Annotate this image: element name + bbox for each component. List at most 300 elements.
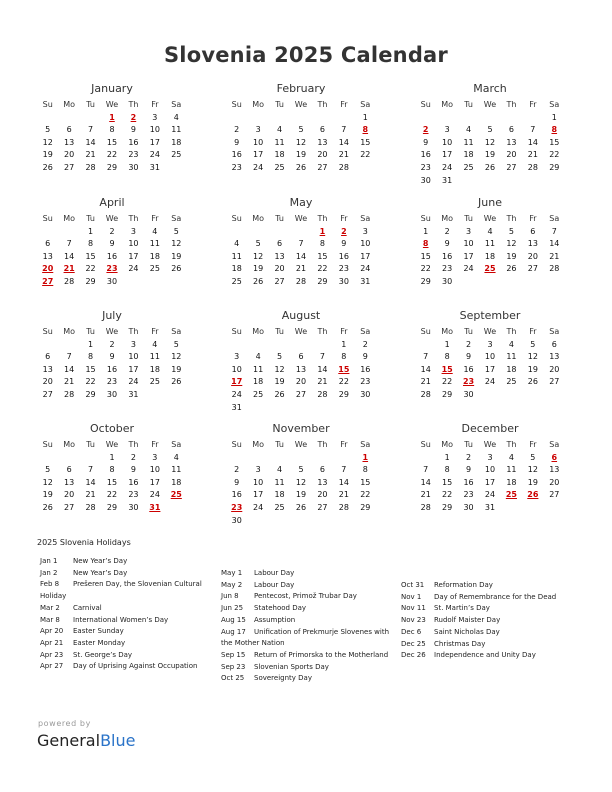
day-cell: 4 <box>508 452 514 462</box>
holiday-entry <box>40 579 215 602</box>
day-cell: 10 <box>253 137 264 147</box>
holiday-column <box>40 556 215 673</box>
day-cell: 5 <box>45 125 51 135</box>
day-cell: 3 <box>130 226 136 236</box>
day-cell: 24 <box>253 162 264 172</box>
empty-cell <box>415 339 436 352</box>
day-cell: 21 <box>527 150 538 160</box>
holiday-name: Statehood Day <box>254 604 307 613</box>
holiday-entry <box>40 615 215 627</box>
empty-cell <box>80 452 101 465</box>
day-cell: 29 <box>85 276 96 286</box>
holiday-name: Labour Day <box>254 569 295 577</box>
day-cell: 29 <box>85 389 96 399</box>
day-cell: 29 <box>442 389 453 399</box>
weekday-header: Tu <box>464 214 473 223</box>
day-cell: 31 <box>484 502 496 512</box>
day-cell: 30 <box>231 515 242 525</box>
day-cell: 15 <box>360 137 371 147</box>
weekday-header: Mo <box>252 100 265 109</box>
holiday-entry <box>401 615 576 627</box>
weekday-header: Su <box>42 100 53 109</box>
day-grid <box>226 213 376 289</box>
day-cell: 17 <box>128 251 139 261</box>
day-grid <box>37 99 187 175</box>
day-cell: 5 <box>173 339 179 349</box>
empty-cell <box>522 112 543 125</box>
day-cell: 5 <box>298 465 304 475</box>
day-cell: 8 <box>362 465 368 475</box>
weekday-header: We <box>105 327 119 336</box>
weekday-header: Tu <box>275 214 284 223</box>
day-cell: 19 <box>484 150 496 160</box>
weekday-header: Fr <box>529 327 537 336</box>
holiday-day-cell: 23 <box>106 264 118 274</box>
day-cell: 5 <box>45 465 51 475</box>
day-cell: 8 <box>444 465 450 475</box>
month-name: January <box>91 82 133 95</box>
day-grid <box>415 439 565 515</box>
weekday-header: Tu <box>464 100 473 109</box>
empty-cell <box>37 452 58 465</box>
day-cell: 7 <box>530 125 536 135</box>
day-grid <box>37 326 187 402</box>
day-cell: 16 <box>420 150 431 160</box>
empty-cell <box>290 226 311 239</box>
day-cell: 18 <box>149 364 160 374</box>
day-cell: 9 <box>423 137 429 147</box>
day-cell: 24 <box>463 264 474 274</box>
day-cell: 22 <box>360 150 371 160</box>
day-cell: 9 <box>466 352 472 362</box>
empty-cell <box>58 226 79 239</box>
holiday-date: Jan 2 <box>40 568 58 577</box>
day-grid <box>226 326 376 414</box>
weekday-header: We <box>105 214 119 223</box>
day-cell: 18 <box>253 377 264 387</box>
day-cell: 28 <box>420 389 431 399</box>
day-cell: 31 <box>360 276 371 286</box>
holiday-day-cell: 8 <box>362 125 369 135</box>
weekday-header: Fr <box>151 214 159 223</box>
day-cell: 29 <box>549 162 560 172</box>
empty-cell <box>333 112 354 125</box>
empty-cell <box>247 112 268 125</box>
day-cell: 7 <box>341 465 347 475</box>
weekday-header: Th <box>128 440 139 449</box>
holiday-date: Nov 23 <box>401 616 426 625</box>
holiday-day-cell: 25 <box>484 264 496 274</box>
holiday-date: Sep 15 <box>221 650 246 659</box>
month-name: October <box>89 422 135 435</box>
day-cell: 18 <box>231 264 242 274</box>
holiday-entry <box>401 627 576 639</box>
day-cell: 14 <box>64 251 75 261</box>
day-cell: 7 <box>66 239 72 249</box>
day-cell: 18 <box>149 251 160 261</box>
day-cell: 13 <box>42 364 53 374</box>
brand-general: General <box>37 731 101 750</box>
day-cell: 20 <box>295 377 307 387</box>
empty-cell <box>269 339 290 352</box>
weekday-header: Sa <box>360 100 371 109</box>
day-cell: 16 <box>231 490 242 500</box>
day-cell: 24 <box>128 377 139 387</box>
holiday-entry <box>221 580 396 592</box>
day-cell: 12 <box>253 251 264 261</box>
day-cell: 20 <box>274 264 285 274</box>
day-cell: 21 <box>85 150 96 160</box>
day-cell: 20 <box>42 377 53 387</box>
weekday-header: Th <box>128 214 139 223</box>
day-cell: 7 <box>66 352 72 362</box>
day-cell: 2 <box>466 339 472 349</box>
day-cell: 7 <box>341 125 347 135</box>
holiday-name: New Year’s Day <box>73 557 128 565</box>
holiday-date: Nov 11 <box>401 604 426 613</box>
holiday-entry <box>40 568 215 580</box>
holiday-day-cell: 8 <box>422 239 429 249</box>
weekday-header: Mo <box>441 100 454 109</box>
day-cell: 27 <box>317 162 328 172</box>
holiday-date: Oct 31 <box>401 581 425 589</box>
weekday-header: Th <box>506 100 517 109</box>
empty-cell <box>436 112 457 125</box>
holiday-day-cell: 2 <box>422 125 429 135</box>
weekday-header: Su <box>420 214 431 223</box>
day-cell: 2 <box>109 339 115 349</box>
weekday-header: Su <box>420 440 431 449</box>
month-name: May <box>289 196 313 209</box>
day-cell: 16 <box>128 477 139 487</box>
empty-cell <box>226 452 247 465</box>
day-cell: 9 <box>341 239 347 249</box>
day-grid <box>415 326 565 402</box>
day-cell: 17 <box>149 477 160 487</box>
day-cell: 22 <box>420 264 431 274</box>
day-cell: 8 <box>319 239 325 249</box>
day-cell: 6 <box>45 352 51 362</box>
day-cell: 11 <box>506 465 517 475</box>
weekday-header: Th <box>317 327 328 336</box>
day-cell: 5 <box>255 239 261 249</box>
day-cell: 18 <box>274 490 285 500</box>
day-cell: 30 <box>106 389 118 399</box>
day-cell: 30 <box>442 276 453 286</box>
empty-cell <box>226 226 247 239</box>
day-grid <box>226 439 376 527</box>
day-cell: 6 <box>298 352 304 362</box>
empty-cell <box>290 339 311 352</box>
day-cell: 1 <box>551 112 557 122</box>
weekday-header: Mo <box>441 214 454 223</box>
holiday-name: Slovenian Sports Day <box>254 662 329 671</box>
day-cell: 12 <box>295 137 307 147</box>
day-cell: 1 <box>88 339 94 349</box>
day-cell: 28 <box>317 389 328 399</box>
day-cell: 19 <box>42 150 53 160</box>
weekday-header: Tu <box>86 100 95 109</box>
day-cell: 15 <box>106 137 118 147</box>
day-cell: 4 <box>234 239 240 249</box>
weekday-header: Tu <box>275 327 284 336</box>
holiday-name: Labour Day <box>254 580 295 589</box>
holiday-day-cell: 8 <box>551 125 558 135</box>
day-cell: 24 <box>149 490 160 500</box>
holiday-entry <box>401 592 576 604</box>
weekday-header: Sa <box>360 327 371 336</box>
holiday-date: May 2 <box>221 580 243 589</box>
day-cell: 28 <box>64 276 75 286</box>
day-cell: 10 <box>149 125 160 135</box>
day-cell: 24 <box>128 264 139 274</box>
day-cell: 26 <box>295 502 307 512</box>
day-cell: 29 <box>106 162 118 172</box>
weekday-header: Fr <box>340 214 348 223</box>
empty-cell <box>312 339 333 352</box>
day-cell: 17 <box>442 150 453 160</box>
weekday-header: Th <box>506 440 517 449</box>
day-cell: 16 <box>463 477 474 487</box>
day-cell: 3 <box>466 226 472 236</box>
weekday-header: Tu <box>464 440 473 449</box>
day-cell: 8 <box>109 465 115 475</box>
empty-cell <box>247 339 268 352</box>
day-cell: 21 <box>338 150 349 160</box>
empty-cell <box>269 226 290 239</box>
day-cell: 9 <box>466 465 472 475</box>
day-cell: 26 <box>295 162 307 172</box>
day-cell: 15 <box>549 137 560 147</box>
holiday-entry <box>40 650 215 662</box>
day-cell: 15 <box>360 477 371 487</box>
day-cell: 22 <box>442 377 453 387</box>
day-cell: 13 <box>274 251 285 261</box>
day-cell: 12 <box>527 352 538 362</box>
holiday-entry <box>40 638 215 650</box>
day-cell: 29 <box>338 389 349 399</box>
holiday-day-cell: 31 <box>149 502 161 512</box>
holiday-date: Nov 1 <box>401 592 422 601</box>
month-july <box>37 309 187 402</box>
day-cell: 25 <box>149 377 160 387</box>
day-cell: 27 <box>549 490 560 500</box>
weekday-header: Su <box>231 214 242 223</box>
day-cell: 15 <box>420 251 431 261</box>
day-cell: 27 <box>64 162 75 172</box>
day-cell: 16 <box>106 364 118 374</box>
day-cell: 28 <box>295 276 307 286</box>
day-cell: 6 <box>319 125 325 135</box>
holiday-name: Assumption <box>254 615 296 624</box>
day-cell: 4 <box>508 339 514 349</box>
day-cell: 26 <box>484 162 496 172</box>
weekday-header: Su <box>42 440 53 449</box>
day-cell: 1 <box>88 226 94 236</box>
day-cell: 9 <box>234 477 240 487</box>
empty-cell <box>58 452 79 465</box>
day-cell: 11 <box>149 352 160 362</box>
day-cell: 3 <box>487 339 493 349</box>
day-cell: 18 <box>506 477 517 487</box>
weekday-header: Th <box>506 327 517 336</box>
day-cell: 5 <box>277 352 283 362</box>
day-cell: 17 <box>253 150 264 160</box>
day-cell: 25 <box>274 162 285 172</box>
holiday-day-cell: 21 <box>63 264 75 274</box>
weekday-header: Tu <box>464 327 473 336</box>
holiday-name: Prešeren Day, the Slovenian Cultural Holiday <box>40 580 202 601</box>
day-cell: 31 <box>149 162 160 172</box>
day-cell: 19 <box>295 490 307 500</box>
day-cell: 4 <box>487 226 493 236</box>
holiday-day-cell: 23 <box>231 502 243 512</box>
day-cell: 9 <box>130 465 136 475</box>
holiday-entry <box>221 662 396 674</box>
weekday-header: Mo <box>63 214 76 223</box>
holiday-day-cell: 20 <box>42 264 54 274</box>
day-cell: 8 <box>88 239 94 249</box>
day-cell: 11 <box>506 352 517 362</box>
day-cell: 30 <box>128 502 139 512</box>
weekday-header: Su <box>420 100 431 109</box>
day-cell: 23 <box>106 377 118 387</box>
day-cell: 1 <box>444 452 450 462</box>
holiday-day-cell: 1 <box>362 452 369 462</box>
holiday-name: Reformation Day <box>434 581 493 589</box>
day-cell: 10 <box>128 239 139 249</box>
weekday-header: Sa <box>171 440 182 449</box>
day-cell: 16 <box>128 137 139 147</box>
day-cell: 16 <box>231 150 242 160</box>
day-cell: 16 <box>338 251 349 261</box>
day-cell: 13 <box>549 465 560 475</box>
day-cell: 9 <box>362 352 368 362</box>
day-cell: 30 <box>128 162 139 172</box>
day-cell: 26 <box>171 264 182 274</box>
day-cell: 5 <box>508 226 514 236</box>
day-cell: 5 <box>530 339 536 349</box>
day-cell: 22 <box>106 490 118 500</box>
day-cell: 4 <box>277 465 283 475</box>
holiday-date: Apr 23 <box>40 650 64 659</box>
holiday-entry <box>221 591 396 603</box>
day-cell: 14 <box>85 137 96 147</box>
day-cell: 9 <box>234 137 240 147</box>
day-cell: 12 <box>527 465 538 475</box>
holiday-name: Rudolf Maister Day <box>434 616 501 625</box>
day-cell: 5 <box>173 226 179 236</box>
day-cell: 17 <box>360 251 371 261</box>
weekday-header: Mo <box>252 440 265 449</box>
weekday-header: Sa <box>549 100 560 109</box>
weekday-header: We <box>483 327 497 336</box>
brand-logo[interactable] <box>37 731 135 750</box>
day-cell: 3 <box>487 452 493 462</box>
day-cell: 11 <box>171 465 182 475</box>
empty-cell <box>80 112 101 125</box>
day-cell: 1 <box>423 226 429 236</box>
month-october <box>37 422 187 515</box>
day-cell: 26 <box>506 264 517 274</box>
holiday-entry <box>221 615 396 627</box>
day-cell: 3 <box>234 352 240 362</box>
day-cell: 27 <box>42 389 53 399</box>
day-cell: 19 <box>506 251 517 261</box>
day-cell: 17 <box>128 364 139 374</box>
holiday-day-cell: 25 <box>505 490 517 500</box>
day-cell: 13 <box>317 137 328 147</box>
day-cell: 19 <box>171 364 182 374</box>
holiday-name: Christmas Day <box>434 639 486 648</box>
day-cell: 3 <box>152 112 158 122</box>
day-cell: 7 <box>88 125 94 135</box>
powered-by-label: powered by <box>38 719 91 728</box>
holiday-name: St. Martin’s Day <box>434 604 490 613</box>
day-cell: 21 <box>420 490 431 500</box>
day-cell: 7 <box>423 465 429 475</box>
weekday-header: Su <box>231 440 242 449</box>
day-cell: 6 <box>319 465 325 475</box>
day-cell: 30 <box>463 502 474 512</box>
weekday-header: Fr <box>151 327 159 336</box>
holiday-date: Dec 6 <box>401 627 422 636</box>
holiday-day-cell: 15 <box>441 364 453 374</box>
weekday-header: We <box>105 440 119 449</box>
day-cell: 10 <box>360 239 371 249</box>
day-cell: 16 <box>463 364 474 374</box>
day-cell: 15 <box>317 251 328 261</box>
day-cell: 7 <box>423 352 429 362</box>
empty-cell <box>501 112 522 125</box>
day-cell: 31 <box>442 175 453 185</box>
day-cell: 6 <box>508 125 514 135</box>
weekday-header: Su <box>42 214 53 223</box>
holiday-day-cell: 23 <box>462 377 475 387</box>
day-cell: 10 <box>463 239 474 249</box>
day-cell: 26 <box>253 276 264 286</box>
holiday-date: Jun 25 <box>221 604 244 613</box>
month-name: September <box>459 309 521 322</box>
day-cell: 14 <box>317 364 328 374</box>
weekday-header: Th <box>317 214 328 223</box>
day-cell: 13 <box>64 137 75 147</box>
weekday-header: Su <box>231 100 242 109</box>
holiday-date: Feb 8 <box>40 580 60 589</box>
day-cell: 4 <box>277 125 283 135</box>
day-cell: 25 <box>149 264 160 274</box>
day-cell: 4 <box>173 452 179 462</box>
weekday-header: Th <box>317 440 328 449</box>
day-grid <box>415 213 565 289</box>
weekday-header: Th <box>128 327 139 336</box>
day-cell: 12 <box>295 477 307 487</box>
holiday-date: Sep 23 <box>221 662 246 671</box>
day-cell: 17 <box>253 490 264 500</box>
month-name: April <box>99 196 125 209</box>
holiday-column <box>401 580 576 662</box>
holiday-entry <box>221 650 396 662</box>
day-cell: 3 <box>130 339 136 349</box>
weekday-header: We <box>483 214 497 223</box>
weekday-header: Su <box>420 327 431 336</box>
day-cell: 25 <box>231 276 242 286</box>
day-cell: 29 <box>106 502 118 512</box>
day-cell: 30 <box>420 175 431 185</box>
weekday-header: Mo <box>441 440 454 449</box>
day-cell: 11 <box>274 137 285 147</box>
day-cell: 20 <box>549 477 560 487</box>
